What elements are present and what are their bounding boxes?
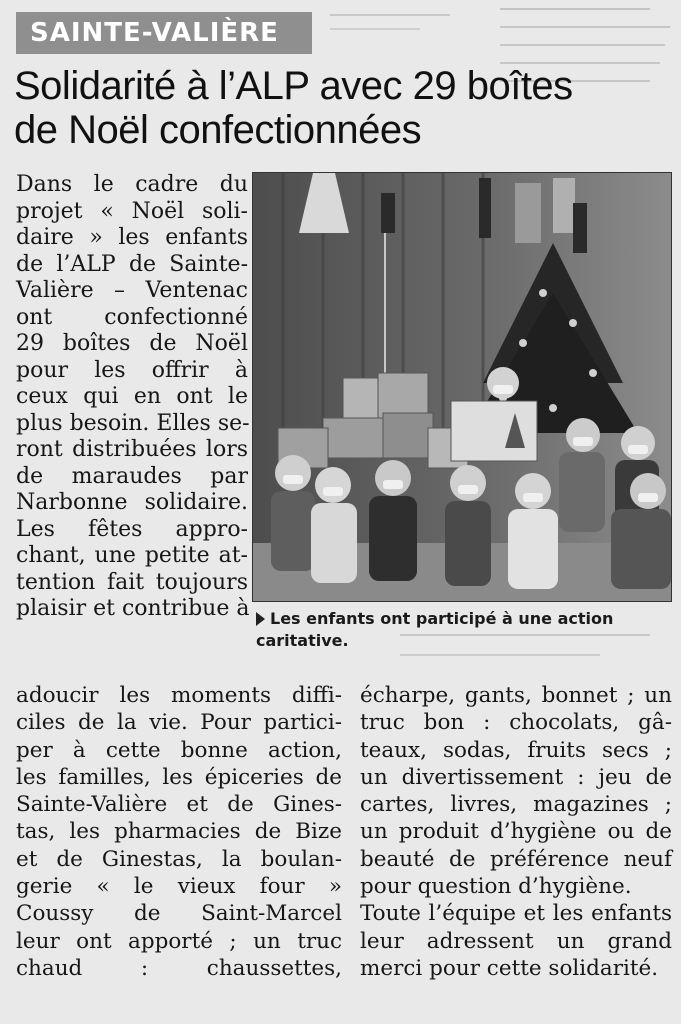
children-christmas-photo bbox=[252, 172, 672, 602]
text-line: plus besoin. Elles se- bbox=[16, 410, 250, 436]
text-line: ceux qui en ont le bbox=[16, 384, 248, 409]
bleed-top-left bbox=[330, 0, 470, 60]
text-line: de maraudes par bbox=[16, 463, 248, 489]
right-column bbox=[360, 682, 672, 982]
text-line: projet « Noël soli- bbox=[16, 198, 248, 224]
text-line: plaisir et contribue à bbox=[16, 596, 250, 621]
text-line: merci pour cette solidarité. bbox=[360, 955, 659, 981]
headline bbox=[14, 64, 674, 152]
left-column-wide bbox=[16, 682, 342, 982]
text-line: 29 boîtes de Noël bbox=[16, 331, 248, 356]
text-line: de l’ALP de Sainte- bbox=[16, 251, 248, 277]
photo-illustration bbox=[253, 173, 672, 602]
text-line: gerie « le vieux four » bbox=[16, 874, 342, 900]
text-line: leur adressent un grand bbox=[360, 928, 672, 954]
headline-line-2: de Noël confectionnées bbox=[14, 108, 422, 152]
text-line: Narbonne solidaire. bbox=[16, 490, 248, 515]
text-line: leur ont apporté ; un truc bbox=[16, 928, 342, 954]
text-line: adoucir les moments diffi- bbox=[16, 683, 342, 708]
text-line: Sainte-Valière et de Gines- bbox=[16, 792, 342, 818]
text-line: Coussy de Saint-Marcel bbox=[16, 901, 342, 927]
text-line: ont confectionné bbox=[16, 304, 248, 330]
text-line: beauté de préférence neuf bbox=[360, 846, 672, 872]
text-line: Dans le cadre du bbox=[16, 172, 248, 197]
text-line: tas, les pharmacies de Bize bbox=[16, 819, 342, 845]
text-line: et de Ginestas, la boulan- bbox=[16, 846, 342, 872]
left-column-narrow bbox=[16, 172, 248, 623]
text-line: Valière – Ventenac bbox=[16, 278, 248, 303]
text-line: Les fêtes appro- bbox=[16, 516, 248, 542]
text-line: un divertissement : jeu de bbox=[360, 764, 672, 790]
text-line: truc bon : chocolats, gâ- bbox=[360, 710, 672, 736]
text-line: per à cette bonne action, bbox=[16, 737, 342, 763]
text-line: pour les offrir à bbox=[16, 357, 248, 383]
text-line: ront distribuées lors bbox=[16, 437, 248, 462]
text-line: chaud : chaussettes, bbox=[16, 955, 342, 981]
text-line: teaux, sodas, fruits secs ; bbox=[360, 737, 672, 763]
text-line: chant, une petite at- bbox=[16, 543, 248, 568]
text-line: daire » les enfants bbox=[16, 225, 248, 250]
bleed-right-middle bbox=[400, 612, 660, 672]
caption-marker-icon bbox=[256, 612, 265, 626]
headline-line-1: Solidarité à l’ALP avec 29 boîtes bbox=[14, 64, 573, 108]
text-line: écharpe, gants, bonnet ; un bbox=[360, 683, 672, 708]
text-line: pour question d’hygiène. bbox=[360, 874, 632, 900]
caption-text: Les enfants ont participé à une action caritative. bbox=[256, 609, 614, 650]
text-line: ciles de la vie. Pour partici- bbox=[16, 710, 342, 736]
text-line: les familles, les épiceries de bbox=[16, 764, 342, 790]
text-line: tention fait toujours bbox=[16, 569, 248, 595]
text-line: un produit d’hygiène ou de bbox=[360, 819, 672, 845]
text-line: cartes, livres, magazines ; bbox=[360, 792, 672, 818]
section-kicker: SAINTE-VALIÈRE bbox=[16, 12, 312, 54]
text-line: Toute l’équipe et les enfants bbox=[360, 901, 672, 927]
